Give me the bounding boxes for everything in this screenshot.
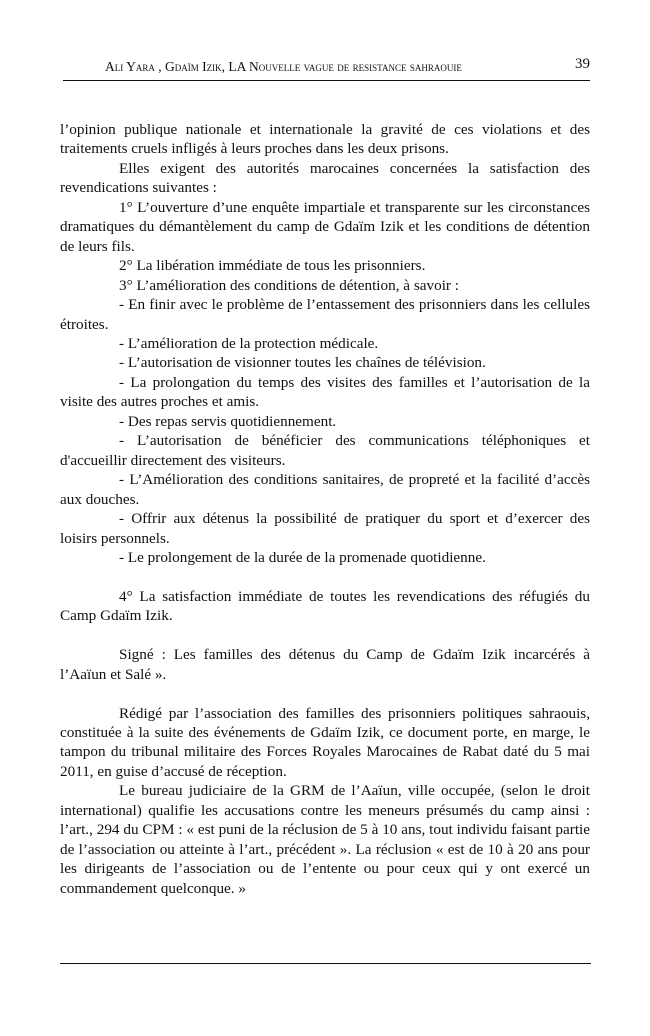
sub-demand-item: - L’Amélioration des conditions sanitaires, de propreté et la facilité d’accès aux douches.: [60, 471, 590, 508]
paragraph: Elles exigent des autorités marocaines concernées la satisfaction des revendications suivantes :: [60, 159, 590, 197]
sub-demand-item: - La prolongation du temps des visites des familles et l’autorisation de la visite des autres proches et amis.: [60, 373, 590, 411]
sub-demand-item: - Le prolongement de la durée de la promenade quotidienne.: [119, 548, 486, 566]
sub-demand-item: - L’amélioration de la protection médicale.: [119, 334, 379, 352]
signature-paragraph: Signé : Les familles des détenus du Camp de Gdaïm Izik incarcérés à l’Aaïun et Salé ».: [60, 646, 590, 683]
footnote-separator: [60, 963, 591, 964]
sub-demand-item: - L’autorisation de bénéficier des communications téléphoniques et d'accueillir directement des visiteurs.: [60, 432, 590, 469]
sub-demand-item: - Des repas servis quotidiennement.: [119, 412, 337, 430]
paragraph: l’opinion publique nationale et internationale la gravité de ces violations et des traitements cruels infligés à leurs proches dans les deux prisons.: [60, 121, 590, 158]
paragraph: Rédigé par l’association des familles des prisonniers politiques sahraouis, constituée à la suite des événements de Gdaïm Izik, ce document porte, en marge, le tampon du tribunal militaire des Forces Royales Marocaines de Rabat daté du 5 mai 2011, en guise d’accusé de réception.: [60, 704, 590, 780]
demand-item: 1° L’ouverture d’une enquête impartiale et transparente sur les circonstances dramatiques du démantèlement du camp de Gdaïm Izik et les conditions de détention de leurs fils.: [60, 198, 590, 255]
sub-demand-item: - En finir avec le problème de l’entassement des prisonniers dans les cellules étroites.: [60, 296, 590, 333]
sub-demand-item: - L’autorisation de visionner toutes les chaînes de télévision.: [119, 354, 486, 372]
body-text: [60, 120, 590, 898]
demand-item: 4° La satisfaction immédiate de toutes les revendications des réfugiés du Camp Gdaïm Izik.: [60, 587, 590, 625]
page-header: [63, 56, 590, 81]
demand-item: 3° L’amélioration des conditions de détention, à savoir :: [119, 276, 459, 294]
running-title: Ali Yara , Gdaïm Izik, LA Nouvelle vague de resistance sahraouie: [105, 59, 462, 74]
sub-demand-item: - Offrir aux détenus la possibilité de pratiquer du sport et d’exercer des loisirs personnels.: [60, 510, 590, 547]
demand-item: 2° La libération immédiate de tous les prisonniers.: [119, 257, 426, 275]
page-number: 39: [575, 56, 590, 72]
paragraph: Le bureau judiciaire de la GRM de l’Aaïun, ville occupée, (selon le droit international) qualifie les accusations contre les meneurs présumés du camp ainsi : l’art., 294 du CPM : « est puni de la réclusion de 5 à 10 ans, tout individu faisant partie de l’association ou atteinte à l’art., précédent ». La réclusion « est de 10 à 20 ans pour les dirigeants de l’association ou de l’entente ou pour ceux qui y ont exercé un commandement quelconque. »: [60, 782, 590, 897]
